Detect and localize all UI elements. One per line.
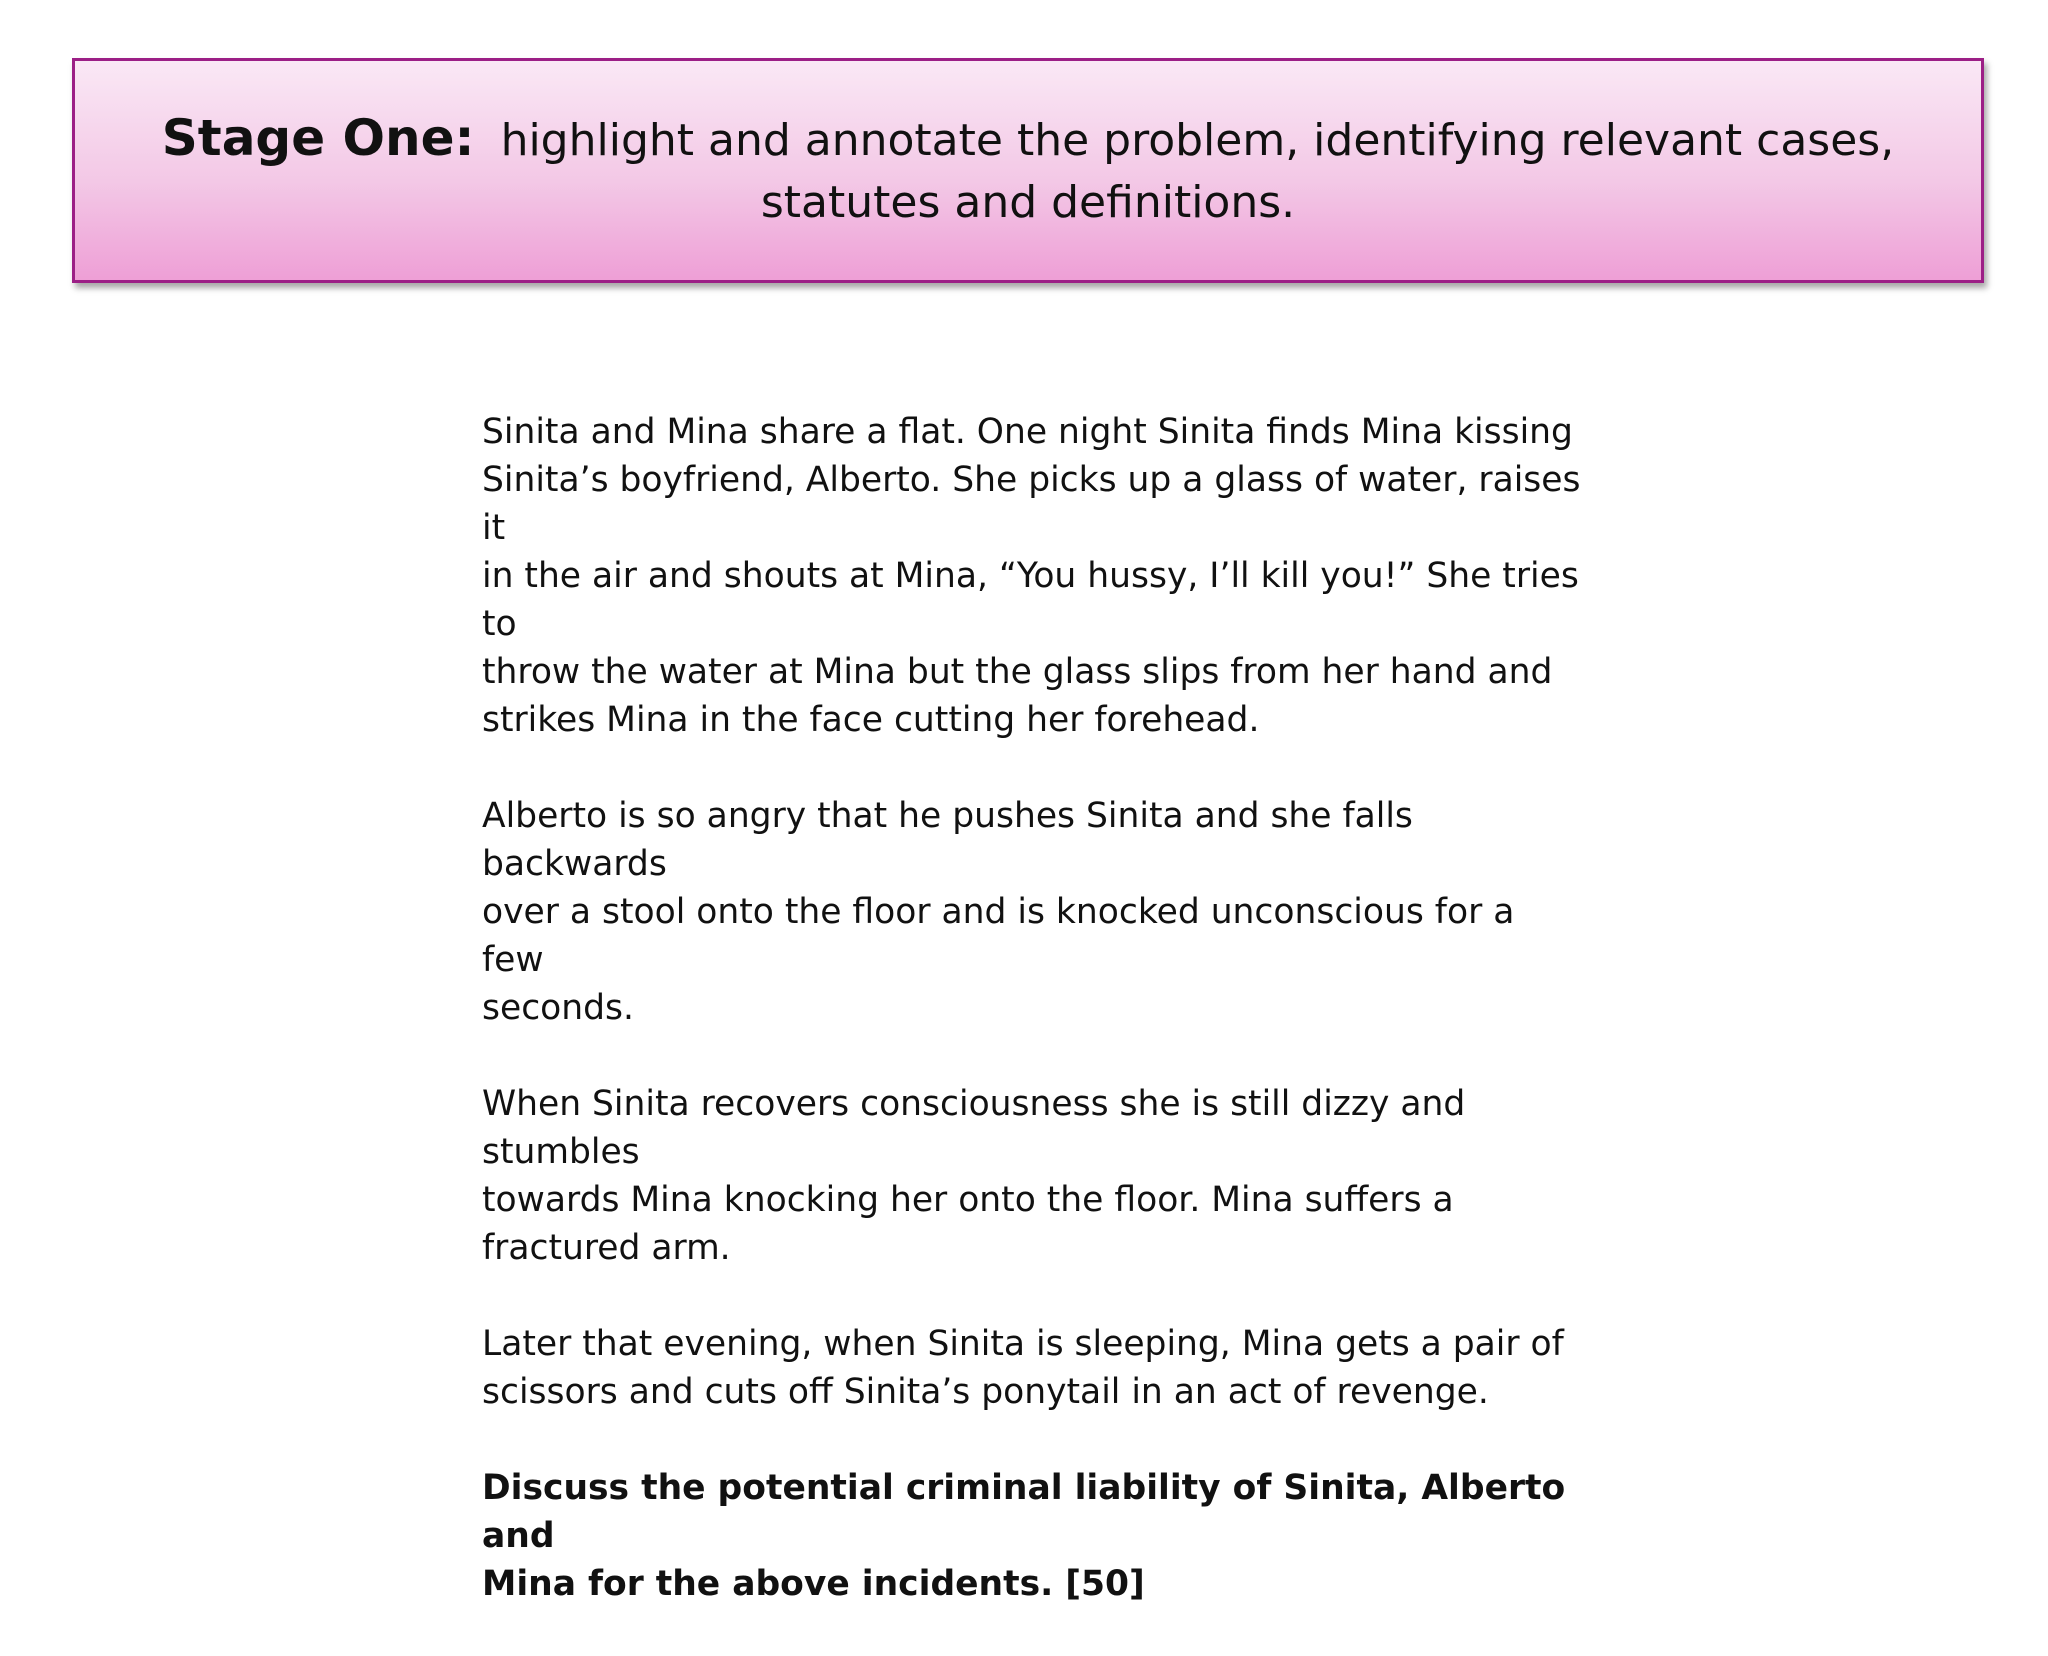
scenario-paragraph-4: Later that evening, when Sinita is sleeping, Mina gets a pair of scissors and cuts off Sinita’s ponytail in an act of revenge. — [482, 1324, 1564, 1412]
scenario-paragraph-2: Alberto is so angry that he pushes Sinita and she falls backwards over a stool onto the floor and is knocked unconscious for a few seconds. — [482, 796, 1515, 1028]
banner-heading — [115, 107, 1941, 234]
scenario-paragraph-1: Sinita and Mina share a flat. One night Sinita finds Mina kissing Sinita’s boyfriend, Alberto. She picks up a glass of water, raises it in the air and shouts at Mina, “You hussy, I’ll kill you!” She tries to throw the water at Mina but the glass slips from her hand and strikes Mina in the face cutting her forehead. — [482, 412, 1581, 740]
problem-scenario — [482, 408, 1582, 1656]
banner-instruction: highlight and annotate the problem, identifying relevant cases, statutes and definitions. — [500, 115, 1895, 228]
banner-label: Stage One: — [161, 109, 475, 167]
stage-one-banner — [72, 58, 1984, 283]
task-question: Discuss the potential criminal liability of Sinita, Alberto and Mina for the above incidents. [50] — [482, 1468, 1566, 1604]
scenario-paragraph-3: When Sinita recovers consciousness she is still dizzy and stumbles towards Mina knocking her onto the floor. Mina suffers a fractured arm. — [482, 1084, 1466, 1268]
